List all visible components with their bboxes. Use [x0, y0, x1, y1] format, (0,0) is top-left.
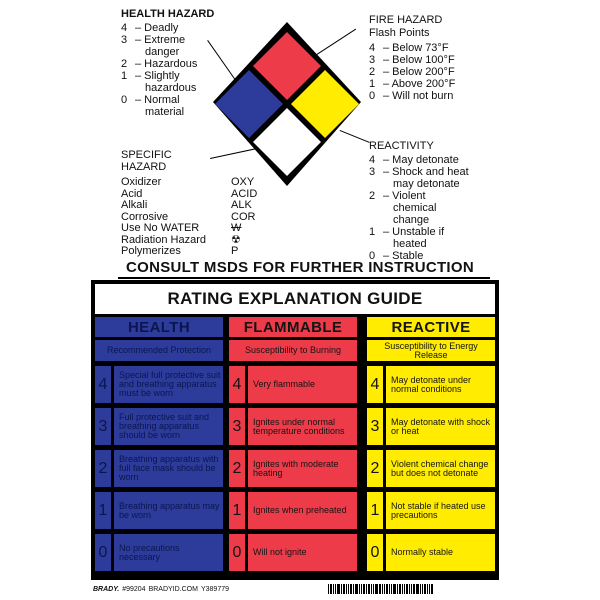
reactivity-line [369, 226, 469, 238]
reactivity-rating-number: 0 [369, 250, 376, 262]
guide-rating-description: No precautions necessary [114, 534, 223, 571]
guide-column-heading: HEALTH [95, 317, 223, 337]
fire-rating-number: 4 [369, 42, 376, 54]
fire-rating-number: 1 [369, 78, 376, 90]
guide-rating-description: Breathing apparatus with full face mask should be worn [114, 450, 223, 487]
reactivity-rating-text: – Unstable if [383, 226, 445, 238]
guide-rating-description: Very flammable [248, 366, 357, 403]
guide-rating-number: 4 [95, 366, 111, 403]
guide-rating-number: 2 [367, 450, 383, 487]
specific-hazard-name: Alkali [121, 199, 148, 211]
reactivity-line [369, 214, 469, 226]
guide-rating-description: Ignites under normal temperature conditions [248, 408, 357, 445]
health-rating-number: 0 [121, 94, 128, 106]
reactivity-rating-text: – Stable [383, 250, 424, 262]
guide-rating-description: Ignites with moderate heating [248, 450, 357, 487]
guide-rating-description: Breathing apparatus may be worn [114, 492, 223, 529]
reactivity-line [369, 238, 469, 250]
health-rating-text: – Slightly [135, 70, 180, 82]
fire-rating-number: 2 [369, 66, 376, 78]
health-line [121, 22, 214, 34]
reactivity-line [369, 178, 469, 190]
fire-rating-text: – Below 100°F [383, 54, 455, 66]
health-rating-number: 2 [121, 58, 128, 70]
guide-rating-number: 2 [95, 450, 111, 487]
reactivity-lines [369, 154, 469, 262]
reactivity-rating-text: – Violent [383, 190, 426, 202]
consult-underline [118, 277, 490, 279]
specific-hazard-name: Oxidizer [121, 176, 162, 188]
guide-rating-number: 3 [367, 408, 383, 445]
health-rating-text: – Deadly [135, 22, 179, 34]
guide-rating-description: Ignites when preheated [248, 492, 357, 529]
specific-hazard-row [121, 246, 257, 258]
guide-column-subheading: Susceptibility to Burning [229, 340, 357, 361]
health-rating-number: 3 [121, 34, 128, 46]
health-rating-number: 1 [121, 70, 128, 82]
radiation-icon: ☢ [231, 233, 241, 246]
guide-rating-number: 2 [229, 450, 245, 487]
guide-column-health [95, 317, 223, 562]
fire-hazard-lines [369, 42, 455, 102]
health-hazard-legend [121, 8, 214, 118]
guide-column-reactive [367, 317, 495, 561]
guide-rating-row [229, 534, 357, 571]
reactivity-rating-number: 1 [369, 226, 376, 238]
reactivity-line [369, 190, 469, 202]
guide-rating-description: May detonate under normal conditions [386, 366, 495, 403]
fire-rating-text: – Will not burn [383, 90, 454, 102]
health-hazard-title: HEALTH HAZARD [121, 8, 215, 20]
fire-line [369, 90, 455, 102]
specific-hazard-title-2: HAZARD [121, 161, 167, 173]
health-line [121, 46, 214, 58]
reactivity-rating-text: – Shock and heat [383, 166, 469, 178]
guide-rating-row [229, 492, 357, 529]
fire-hazard-subtitle: Flash Points [369, 27, 430, 39]
specific-hazard-code: ALK [231, 199, 252, 211]
guide-rating-row [367, 366, 495, 403]
fire-hazard-title: FIRE HAZARD [369, 14, 443, 26]
guide-rating-number: 1 [95, 492, 111, 529]
health-rating-number [121, 82, 135, 94]
reactivity-rating-text: may detonate [393, 178, 460, 190]
guide-rating-number: 0 [367, 534, 383, 571]
health-rating-text: danger [145, 46, 180, 58]
no-water-code: W [231, 222, 242, 234]
reactivity-line [369, 154, 469, 166]
health-rating-text: – Hazardous [135, 58, 198, 70]
reactivity-rating-text: heated [393, 238, 427, 250]
health-line [121, 82, 214, 94]
reactivity-rating-number [369, 238, 383, 250]
fire-rating-text: – Below 200°F [383, 66, 455, 78]
reactivity-legend [369, 140, 469, 262]
guide-rating-number: 1 [367, 492, 383, 529]
reactivity-rating-number: 2 [369, 190, 376, 202]
specific-hazard-name: Polymerizes [121, 245, 181, 257]
health-line [121, 58, 214, 70]
specific-hazard-title-1: SPECIFIC [121, 149, 172, 161]
guide-rating-description: Will not ignite [248, 534, 357, 571]
reactivity-rating-number [369, 178, 383, 190]
rating-guide [91, 280, 499, 580]
health-rating-text: material [145, 106, 185, 118]
guide-rating-description: Not stable if heated use precautions [386, 492, 495, 529]
guide-rating-number: 4 [367, 366, 383, 403]
specific-hazard-code: ACID [231, 187, 258, 200]
health-rating-number: 4 [121, 22, 128, 34]
fire-line [369, 78, 455, 90]
barcode [328, 584, 448, 594]
reactivity-rating-text: chemical [393, 202, 437, 214]
reactivity-rating-number [369, 202, 383, 214]
fire-line [369, 42, 455, 54]
guide-rating-row [367, 534, 495, 571]
health-rating-text: hazardous [145, 82, 197, 94]
health-rating-number [121, 106, 135, 118]
guide-rating-row [95, 408, 223, 445]
specific-hazard-row [121, 223, 257, 235]
guide-rating-description: Special full protective suit and breathing apparatus must be worn [114, 366, 223, 403]
catalog-number: #99204 [122, 585, 146, 593]
guide-rating-row [367, 450, 495, 487]
specific-hazard-code: COR [231, 210, 256, 223]
brand-site: BRADYID.COM [148, 585, 198, 593]
specific-hazard-name: Radiation Hazard [121, 233, 206, 246]
guide-rating-row [95, 366, 223, 403]
fire-rating-text: – Below 73°F [383, 42, 449, 54]
guide-rating-row [95, 534, 223, 571]
guide-rating-description: Normally stable [386, 534, 495, 571]
consult-msds-heading: CONSULT MSDS FOR FURTHER INSTRUCTION [125, 259, 474, 276]
specific-hazard-row [121, 200, 257, 212]
specific-hazard-name: Use No WATER [121, 222, 200, 234]
guide-column-subheading: Recommended Protection [95, 340, 223, 361]
guide-rating-number: 0 [229, 534, 245, 571]
health-rating-text: – Normal [135, 94, 180, 106]
guide-rating-row [367, 492, 495, 529]
guide-column-heading: FLAMMABLE [229, 317, 357, 337]
product-code: Y389779 [200, 585, 229, 593]
reactivity-line [369, 166, 469, 178]
guide-rating-description: May detonate with shock or heat [386, 408, 495, 445]
health-line [121, 70, 214, 82]
reactivity-rating-number [369, 214, 383, 226]
specific-hazard-name: Acid [121, 187, 143, 200]
health-line [121, 106, 214, 118]
health-rating-number [121, 46, 135, 58]
health-line [121, 94, 214, 106]
health-hazard-lines [121, 22, 214, 118]
guide-rating-number: 0 [95, 534, 111, 571]
guide-rating-number: 4 [229, 366, 245, 403]
fire-rating-number: 3 [369, 54, 376, 66]
reactivity-rating-number: 3 [369, 166, 376, 178]
rating-guide-title: RATING EXPLANATION GUIDE [95, 284, 495, 314]
guide-rating-row [229, 366, 357, 403]
guide-column-subheading: Susceptibility to Energy Release [367, 340, 495, 361]
guide-rating-row [229, 408, 357, 445]
reactivity-rating-text: – May detonate [383, 154, 459, 166]
fire-rating-text: – Above 200°F [383, 78, 456, 90]
brand-logo: BRADY. [93, 585, 120, 593]
guide-rating-number: 3 [95, 408, 111, 445]
guide-rating-row [95, 492, 223, 529]
guide-rating-description: Full protective suit and breathing apparatus should be worn [114, 408, 223, 445]
reactivity-rating-text: change [393, 214, 430, 226]
specific-hazard-name: Corrosive [121, 210, 169, 223]
specific-hazard-code: OXY [231, 176, 255, 188]
guide-column-heading: REACTIVE [367, 317, 495, 337]
fire-line [369, 54, 455, 66]
reactivity-title: REACTIVITY [369, 140, 434, 152]
guide-rating-row [95, 450, 223, 487]
health-line [121, 34, 214, 46]
fire-hazard-legend [369, 14, 455, 102]
reactivity-rating-number: 4 [369, 154, 376, 166]
fire-rating-number: 0 [369, 90, 376, 102]
specific-hazard-code: P [231, 245, 239, 257]
specific-hazard-legend [121, 149, 257, 258]
specific-hazard-rows [121, 177, 257, 258]
health-rating-text: – Extreme [135, 34, 186, 46]
guide-rating-number: 1 [229, 492, 245, 529]
fire-line [369, 66, 455, 78]
specific-hazard-row [121, 177, 257, 189]
reactivity-line [369, 202, 469, 214]
guide-rating-row [229, 450, 357, 487]
guide-rating-row [367, 408, 495, 445]
guide-rating-number: 3 [229, 408, 245, 445]
guide-column-flammable [229, 317, 357, 561]
guide-rating-description: Violent chemical change but does not detonate [386, 450, 495, 487]
